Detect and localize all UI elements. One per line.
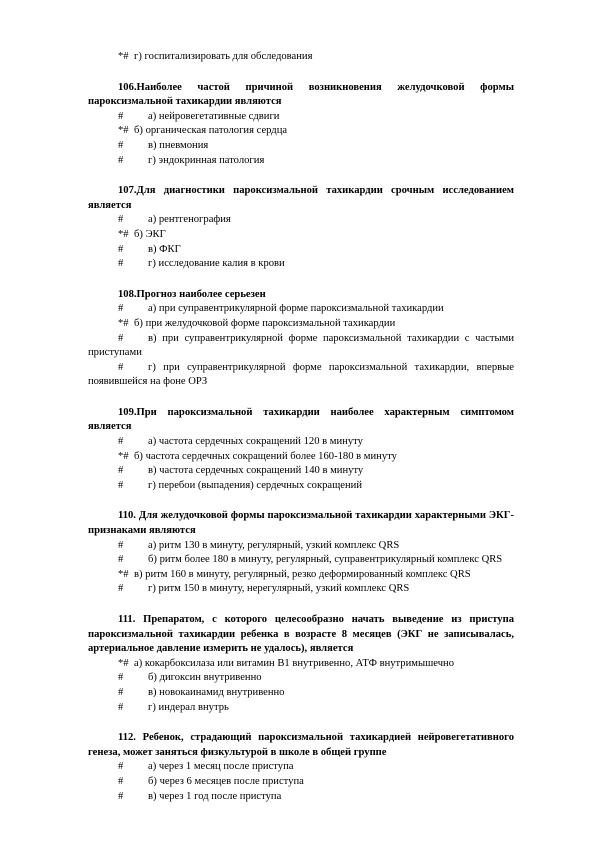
question-block	[88, 613, 514, 715]
answer-marker: *#	[118, 228, 129, 240]
answer-option	[88, 701, 514, 716]
answer-marker: #	[118, 436, 124, 448]
question-block	[88, 288, 514, 390]
answer-text: а) рентгенография	[148, 214, 231, 226]
question-title: 109.При пароксизмальной тахикардии наиболее характерным симптомом является	[88, 406, 514, 433]
answer-text: в) ФКГ	[148, 243, 181, 255]
answer-marker: #	[118, 479, 124, 491]
answer-marker: *#	[118, 568, 129, 580]
answer-option-correct	[88, 450, 514, 465]
answer-text: в) частота сердечных сокращений 140 в минуту	[148, 465, 364, 477]
answer-option	[88, 479, 514, 494]
answer-marker: #	[118, 139, 124, 151]
answer-marker: #	[118, 303, 124, 315]
answer-option	[88, 139, 514, 154]
answer-option	[88, 464, 514, 479]
answer-option	[88, 361, 514, 390]
answer-text: в) через 1 год после приступа	[148, 790, 282, 802]
answer-text: в) ритм 160 в минуту, регулярный, резко деформированный комплекс QRS	[134, 568, 471, 580]
answer-text: а) частота сердечных сокращений 120 в минуту	[148, 436, 363, 448]
question-title: 106.Наиболее частой причиной возникновения желудочковой формы пароксизмальной тахикардии являются	[88, 81, 514, 108]
answer-marker: #	[118, 701, 124, 713]
answer-option-correct	[88, 228, 514, 243]
answer-text: а) через 1 месяц после приступа	[148, 761, 294, 773]
answer-option	[88, 213, 514, 228]
answer-marker: *#	[118, 450, 129, 462]
answer-text: г) ритм 150 в минуту, нерегулярный, узкий комплекс QRS	[148, 583, 410, 595]
answer-marker: #	[118, 154, 124, 166]
answer-marker: #	[118, 672, 124, 684]
answer-text: г) эндокринная патология	[148, 154, 265, 166]
answer-marker: #	[118, 258, 124, 270]
document-page	[88, 50, 514, 804]
answer-marker: *#	[118, 317, 129, 329]
answer-text: б) ритм более 180 в минуту, регулярный, суправентрикулярный комплекс QRS	[148, 554, 503, 566]
answer-text: в) пневмония	[148, 139, 209, 151]
answer-option	[88, 686, 514, 701]
answer-option	[88, 582, 514, 597]
answer-option	[88, 154, 514, 169]
answer-marker: #	[118, 332, 124, 344]
answer-marker: #	[118, 761, 124, 773]
answer-marker: #	[118, 775, 124, 787]
answer-option	[88, 553, 514, 568]
question-block	[88, 406, 514, 494]
answer-marker: #	[118, 110, 124, 122]
answer-text: б) частота сердечных сокращений более 160-180 в минуту	[134, 450, 397, 462]
answer-option	[88, 435, 514, 450]
question-title: 108.Прогноз наиболее серьезен	[118, 288, 266, 300]
answer-marker: *#	[118, 657, 129, 669]
answer-text: г) госпитализировать для обследования	[134, 51, 313, 62]
answer-marker: #	[118, 361, 124, 373]
answer-text: г) исследование калия в крови	[148, 258, 285, 270]
answer-marker: *#	[118, 51, 129, 62]
question-title: 110. Для желудочковой формы пароксизмальной тахикардии характерными ЭКГ-признаками являются	[88, 510, 514, 537]
answer-option-correct	[88, 657, 514, 672]
answer-option	[88, 243, 514, 258]
answer-marker: #	[118, 583, 124, 595]
question-block	[88, 731, 514, 804]
question-block	[88, 81, 514, 169]
question-title: 111. Препаратом, с которого целесообразно начать выведение из приступа пароксизмальной тахикардии ребенка в возрасте 8 месяцев (ЭКГ не записывалась, артериальное давление измерить не удалось), является	[88, 614, 514, 655]
answer-option-correct	[88, 317, 514, 332]
answer-text: г) перебои (выпадения) сердечных сокращений	[148, 479, 362, 491]
answer-text: г) при суправентрикулярной форме пароксизмальной тахикардии, впервые появившейся на фоне ОРЗ	[88, 361, 514, 388]
answer-marker: #	[118, 554, 124, 566]
answer-text: а) ритм 130 в минуту, регулярный, узкий комплекс QRS	[148, 539, 400, 551]
question-title: 112. Ребенок, страдающий пароксизмальной тахикардией нейровегетативного генеза, может заняться физкультурой в школе в общей группе	[88, 732, 514, 758]
answer-option	[88, 332, 514, 361]
question-block	[88, 509, 514, 597]
answer-marker: #	[118, 465, 124, 477]
answer-text: б) через 6 месяцев после приступа	[148, 775, 304, 787]
answer-marker: #	[118, 790, 124, 802]
answer-text: а) при суправентрикулярной форме пароксизмальной тахикардии	[148, 303, 444, 315]
answer-marker: #	[118, 214, 124, 226]
answer-text: б) ЭКГ	[134, 228, 166, 240]
answer-option	[88, 775, 514, 790]
answer-option	[88, 110, 514, 125]
answer-text: в) при суправентрикулярной форме пароксизмальной тахикардии с частыми приступами	[88, 332, 514, 359]
answer-marker: #	[118, 686, 124, 698]
answer-marker: *#	[118, 125, 129, 137]
answer-option-correct	[88, 50, 514, 65]
answer-marker: #	[118, 243, 124, 255]
answer-option	[88, 790, 514, 805]
answer-option-correct	[88, 568, 514, 583]
answer-text: б) дигоксин внутривенно	[148, 672, 262, 684]
answer-text: г) индерал внутрь	[148, 701, 229, 713]
answer-option	[88, 257, 514, 272]
answer-text: б) при желудочковой форме пароксизмальной тахикардии	[134, 317, 396, 329]
answer-text: б) органическая патология сердца	[134, 125, 288, 137]
answer-option	[88, 302, 514, 317]
answer-option	[88, 671, 514, 686]
answer-option	[88, 539, 514, 554]
question-block	[88, 184, 514, 272]
answer-option	[88, 760, 514, 775]
answer-marker: #	[118, 539, 124, 551]
answer-text: в) новокаинамид внутривенно	[148, 686, 285, 698]
answer-text: а) нейровегетативные сдвиги	[148, 110, 280, 122]
question-block	[88, 50, 514, 65]
answer-text: а) кокарбоксилаза или витамин В1 внутривенно, АТФ внутримышечно	[134, 657, 454, 669]
question-title: 107.Для диагностики пароксизмальной тахикардии срочным исследованием является	[88, 185, 514, 211]
answer-option-correct	[88, 124, 514, 139]
